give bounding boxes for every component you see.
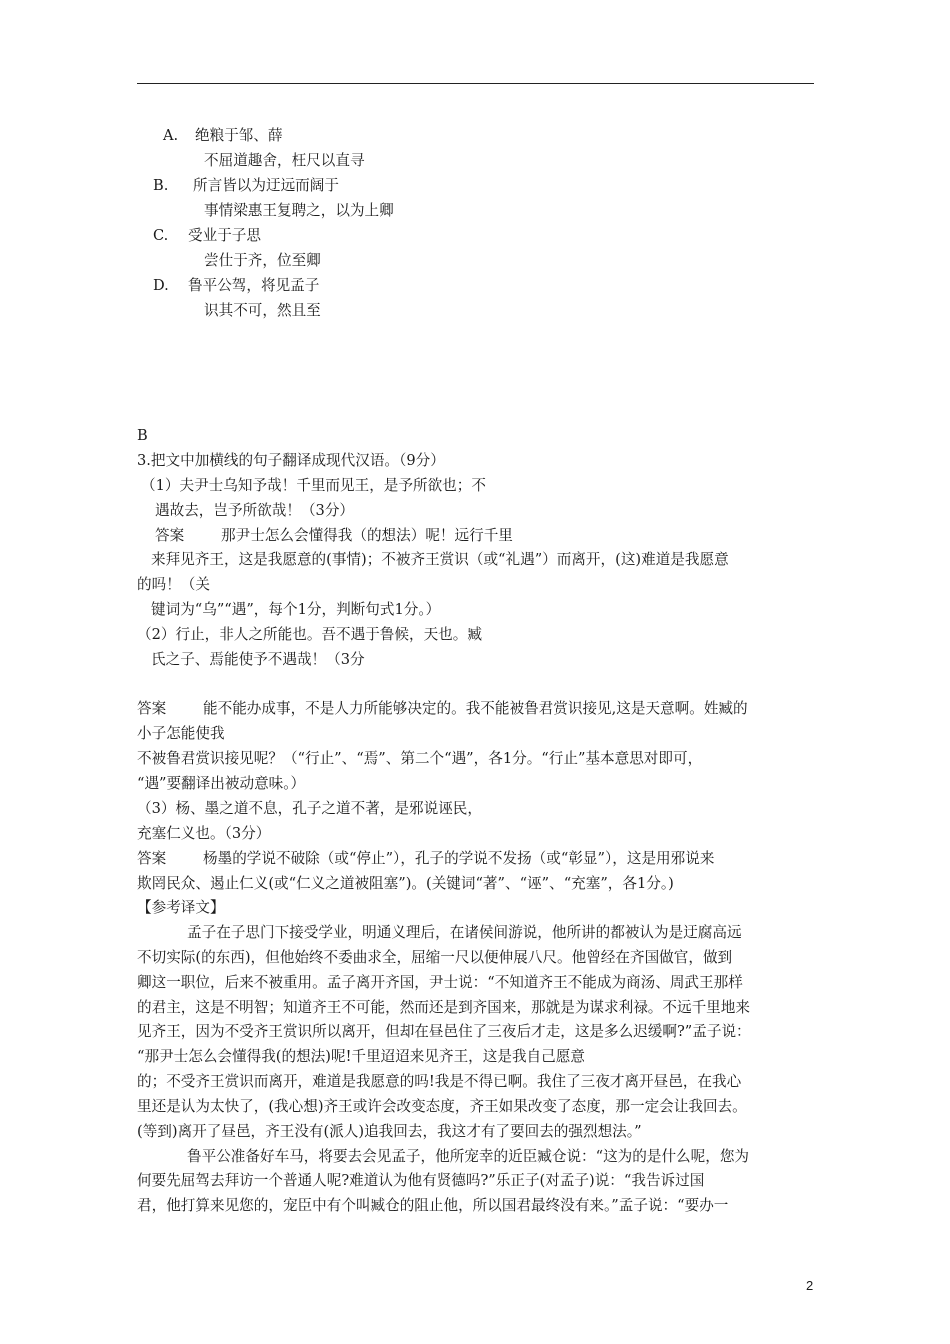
- translation-line: 见齐王，因为不受齐王赏识所以离开，但却在昼邑住了三夜后才走，这是多么迟缓啊?”孟子说：: [137, 1023, 751, 1040]
- translation-line: 何要先屈驾去拜访一个普通人呢?难道认为他有贤德吗?”乐正子(对孟子)说：“我告诉过国: [137, 1172, 705, 1189]
- header-rule: [137, 83, 814, 84]
- sentence-3-line2: 充塞仁义也。（3分）: [137, 825, 271, 842]
- answer-2-line3: 不被鲁君赏识接见呢？（“行止”、“焉”、第二个“遇”，各1分。“行止”基本意思对即可，: [137, 750, 703, 767]
- answer-2-line1: 能不能办成事，不是人力所能够决定的。我不能被鲁君赏识接见,这是天意啊。姓臧的: [203, 700, 748, 717]
- option-a-line2: 不屈道趣舍，枉尺以直寻: [204, 152, 365, 169]
- sentence-2-line1: （2）行止，非人之所能也。吾不遇于鲁候，天也。臧: [137, 626, 482, 643]
- translation-line: 鲁平公准备好车马，将要去会见孟子，他所宠幸的近臣臧仓说：“这为的是什么呢，您为: [187, 1148, 750, 1165]
- translation-line: (等到)离开了昼邑，齐王没有(派人)追我回去，我这才有了要回去的强烈想法。”: [137, 1123, 642, 1140]
- translation-line: 君，他打算来见您的，宠臣中有个叫臧仓的阻止他，所以国君最终没有来。”孟子说：“要办一: [137, 1197, 729, 1214]
- option-d-line2: 识其不可，然且至: [204, 302, 321, 319]
- answer-3-label: 答案: [137, 850, 167, 867]
- translation-line: 卿这一职位，后来不被重用。孟子离开齐国，尹士说：“不知道齐王不能成为商汤、周武王那样: [137, 974, 743, 991]
- option-c-line2: 尝仕于齐，位至卿: [204, 252, 321, 269]
- answer-2-label: 答案: [137, 700, 167, 717]
- option-d-letter: D.: [153, 277, 169, 294]
- answer-letter: B: [137, 427, 148, 444]
- option-c-line1: 受业于子思: [188, 227, 261, 244]
- option-c-letter: C.: [153, 227, 169, 244]
- answer-3-line2: 欺罔民众、遏止仁义(或“仁义之道被阻塞”)。(关键词“著”、“诬”、“充塞”，各1分。): [137, 875, 674, 892]
- option-d-line1: 鲁平公驾，将见孟子: [188, 277, 320, 294]
- answer-1-line3: 的吗！（关: [137, 576, 210, 593]
- translation-line: 的；不受齐王赏识而离开，难道是我愿意的吗!我是不得已啊。我住了三夜才离开昼邑，在我心: [137, 1073, 742, 1090]
- translation-line: 的君主，这是不明智；知道齐王不可能，然而还是到齐国来，那就是为谋求利禄。不远千里地来: [137, 999, 750, 1016]
- sentence-1-line2: 遇故去，岂予所欲哉！（3分）: [155, 502, 355, 519]
- answer-2-line4: “遇”要翻译出被动意味。）: [137, 775, 306, 792]
- answer-1-label: 答案: [155, 527, 185, 544]
- question-3-title: 3.把文中加横线的句子翻译成现代汉语。（9分）: [137, 452, 445, 469]
- option-a-letter: A.: [163, 127, 179, 144]
- translation-line: 里还是认为太快了，(我心想)齐王或许会改变态度，齐王如果改变了态度，那一定会让我回去。: [137, 1098, 747, 1115]
- sentence-3-line1: （3）杨、墨之道不息，孔子之道不著，是邪说诬民，: [137, 800, 482, 817]
- option-b-letter: B.: [153, 177, 169, 194]
- option-a-line1: 绝粮于邹、薛: [195, 127, 283, 144]
- translation-line: “那尹士怎么会懂得我(的想法)呢!千里迢迢来见齐王，这是我自己愿意: [137, 1048, 585, 1065]
- page-number: 2: [806, 1278, 814, 1293]
- answer-1-line4: 键词为“乌”“遇”，每个1分，判断句式1分。）: [151, 601, 441, 618]
- sentence-2-line2: 氏之子、焉能使予不遇哉！（3分: [151, 651, 365, 668]
- translation-line: 不切实际(的东西)，但他始终不委曲求全，屈缩一尺以便伸展八尺。他曾经在齐国做官，做到: [137, 949, 733, 966]
- answer-3-line1: 杨墨的学说不破除（或“停止”），孔子的学说不发扬（或“彰显”），这是用邪说来: [203, 850, 715, 867]
- answer-2-line2: 小子怎能使我: [137, 725, 225, 742]
- translation-line: 孟子在子思门下接受学业，明通义理后，在诸侯间游说，他所讲的都被认为是迂腐高远: [187, 924, 742, 941]
- option-b-line2: 事情梁惠王复聘之，以为上卿: [204, 202, 394, 219]
- translation-heading: 【参考译文】: [137, 899, 225, 916]
- answer-1-line1: 那尹士怎么会懂得我（的想法）呢！远行千里: [221, 527, 513, 544]
- answer-1-line2: 来拜见齐王，这是我愿意的(事情)；不被齐王赏识（或“礼遇”）而离开，(这)难道是我愿意: [151, 551, 729, 568]
- sentence-1-line1: （1）夫尹士乌知予哉！千里而见王，是予所欲也；不: [141, 477, 486, 494]
- option-b-line1: 所言皆以为迂远而阔于: [193, 177, 339, 194]
